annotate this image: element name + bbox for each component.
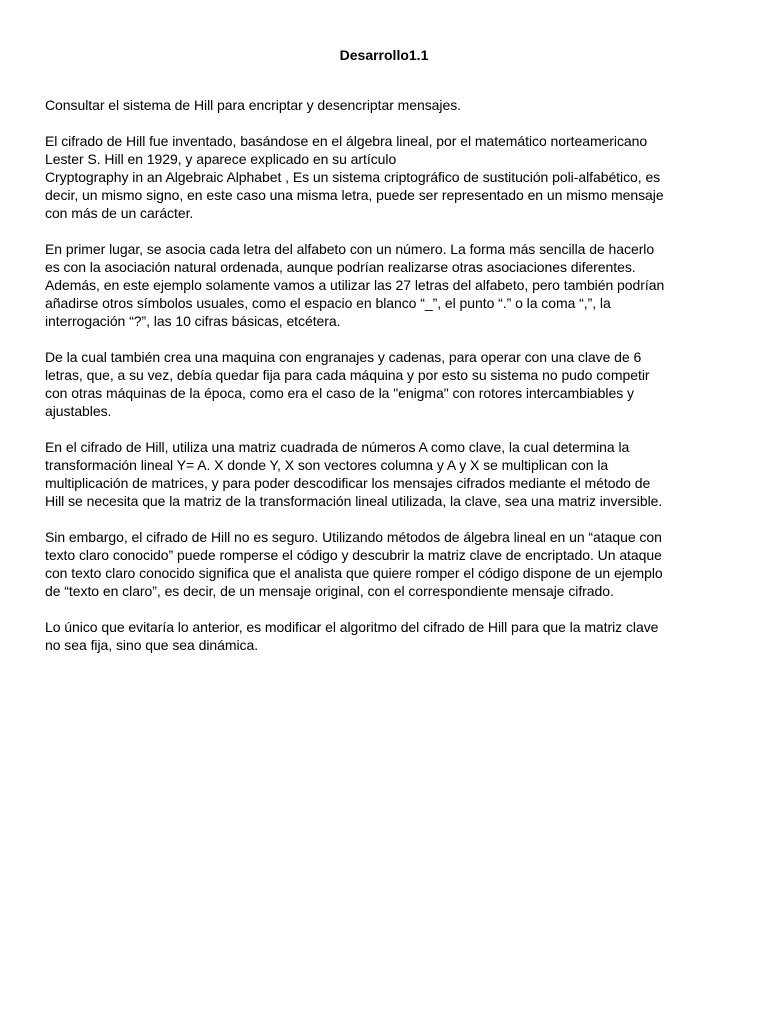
paragraph-objective: Consultar el sistema de Hill para encriptar y desencriptar mensajes. — [45, 97, 462, 113]
paragraph-matrix-key: En el cifrado de Hill, utiliza una matriz cuadrada de números A como clave, la cual determina la transformación lineal Y= A. X donde Y, X son vectores columna y A y X se multiplican con la multiplicación de matrices, y para poder descodificar los mensajes cifrados mediante el método de Hill se necesita que la matriz de la transformación lineal utilizada, la clave, sea una matriz inversible. — [45, 439, 663, 509]
document-title: Desarrollo1.1 — [339, 47, 429, 63]
paragraph-alphabet-association: En primer lugar, se asocia cada letra del alfabeto con un número. La forma más sencilla de hacerlo es con la asociación natural ordenada, aunque podrían realizarse otras asociaciones diferentes. Además, en este ejemplo solamente vamos a utilizar las 27 letras del alfabeto, pero también podrían añadirse otros símbolos usuales, como el espacio en blanco “_”, el punto “.” o la coma “,”, la interrogación “?”, las 10 cifras básicas, etcétera. — [45, 241, 665, 329]
paragraph-security: Sin embargo, el cifrado de Hill no es seguro. Utilizando métodos de álgebra lineal en un “ataque con texto claro conocido” puede romperse el código y descubrir la matriz clave de encriptado. Un ataque con texto claro conocido significa que el analista que quiere romper el código dispone de un ejemplo de “texto en claro”, es decir, de un mensaje original, con el correspondiente mensaje cifrado. — [45, 529, 663, 599]
paragraph-machine: De la cual también crea una maquina con engranajes y cadenas, para operar con una clave de 6 letras, que, a su vez, debía quedar fija para cada máquina y por esto su sistema no pudo competir con otras máquinas de la época, como era el caso de la "enigma" con rotores intercambiables y ajustables. — [45, 349, 650, 419]
paragraph-history: El cifrado de Hill fue inventado, basándose en el álgebra lineal, por el matemático norteamericano Lester S. Hill en 1929, y aparece explicado en su artículo Cryptography in an Algebraic Alphabet , Es un sistema criptográfico de sustitución poli-alfabético, es decir, un mismo signo, en este caso una misma letra, puede ser representado en un mismo mensaje con más de un carácter. — [45, 133, 664, 221]
paragraph-conclusion: Lo único que evitaría lo anterior, es modificar el algoritmo del cifrado de Hill para que la matriz clave no sea fija, sino que sea dinámica. — [45, 619, 659, 653]
document-body — [45, 96, 723, 672]
